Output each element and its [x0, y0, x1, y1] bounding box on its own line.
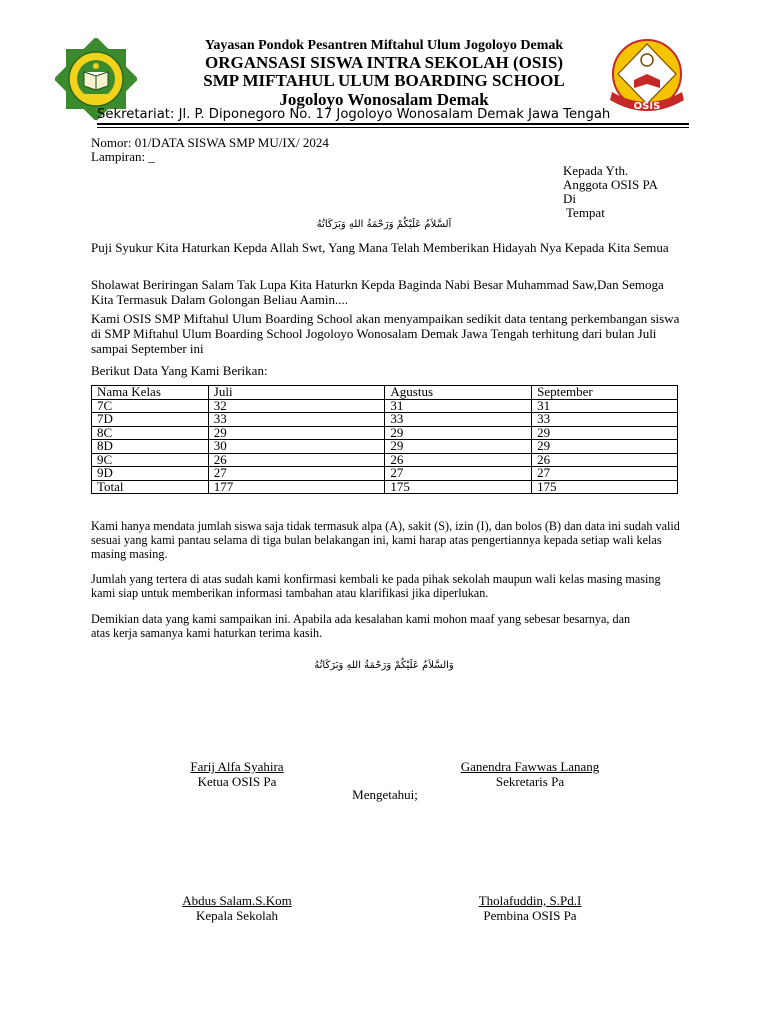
table-cell: 29: [208, 426, 385, 440]
table-cell: 31: [385, 399, 532, 413]
secretariat-address: Sekretariat: Jl. P. Diponegoro No. 17 Jogoloyo Wonosalam Demak Jawa Tengah: [97, 107, 611, 122]
paragraph-closing: Demikian data yang kami sampaikan ini. Apabila ada kesalahan kami mohon maaf yang sebesar besarnya, dan atas kerja samanya kami haturkan terima kasih.: [91, 612, 631, 640]
table-cell: 7D: [92, 413, 209, 427]
signature-kepala-sekolah: [137, 893, 337, 923]
recipient-line-2: Anggota OSIS PA: [563, 177, 658, 192]
table-row: [92, 467, 678, 481]
table-cell: 33: [385, 413, 532, 427]
paragraph-confirmation: Jumlah yang tertera di atas sudah kami konfirmasi kembali ke pada pihak sekolah maupun wali kelas masing masing kami siap untuk memberikan informasi tambahan atau klarifikasi jika diperlukan.: [91, 572, 661, 600]
signer-name: Farij Alfa Syahira: [190, 759, 284, 774]
table-row: [92, 440, 678, 454]
paragraph-data-lead: Berikut Data Yang Kami Berikan:: [91, 363, 268, 378]
table-cell: 29: [532, 440, 678, 454]
signature-ketua: [137, 759, 337, 789]
signer-role: Ketua OSIS Pa: [197, 774, 277, 789]
signer-role: Pembina OSIS Pa: [483, 908, 577, 923]
table-cell: 175: [385, 480, 532, 494]
table-cell: 26: [208, 453, 385, 467]
table-header-cell: September: [532, 386, 678, 400]
osis-logo-text: OSIS: [633, 101, 661, 112]
table-cell: 29: [532, 426, 678, 440]
organization-name: ORGANSASI SISWA INTRA SEKOLAH (OSIS): [204, 53, 564, 72]
header-rule-thin: [97, 127, 689, 128]
signature-pembina: [420, 893, 640, 923]
recipient-line-1: Kepada Yth.: [563, 163, 629, 178]
school-city: Jogoloyo Wonosalam Demak: [279, 90, 489, 109]
paragraph-data-note: Kami hanya mendata jumlah siswa saja tidak termasuk alpa (A), sakit (S), izin (I), dan bolos (B) dan data ini sudah valid sesuai yang kami pantau selama di tiga bulan belakangan ini, kami harap atas pengertiannya kepada setiap wali kelas masing masing.: [91, 519, 680, 561]
acknowledged-label: Mengetahui;: [352, 787, 418, 802]
letter-attachment: Lampiran: _: [91, 149, 155, 164]
closing-salutation: وَالسَّلاَمُ عَلَيْكُمْ وَرَحْمَةُ اللهِ وَبَرَكَاتُهُ: [314, 660, 454, 671]
table-row: [92, 399, 678, 413]
table-header-row: [92, 386, 678, 400]
table-total-row: [92, 480, 678, 494]
signer-name: Tholafuddin, S.Pd.I: [478, 893, 582, 908]
header-rule-thick: [97, 123, 689, 125]
table-cell: 30: [208, 440, 385, 454]
paragraph-sholawat: Sholawat Beriringan Salam Tak Lupa Kita Haturkn Kepda Baginda Nabi Besar Muhammad Saw,Dan Semoga Kita Termasuk Dalam Golongan Beliau Aamin....: [91, 277, 664, 307]
table-cell: 9C: [92, 453, 209, 467]
table-header-cell: Juli: [208, 386, 385, 400]
table-cell: 27: [532, 467, 678, 481]
table-cell: 175: [532, 480, 678, 494]
table-cell: 8D: [92, 440, 209, 454]
table-cell: 33: [532, 413, 678, 427]
student-data-table: [91, 385, 678, 494]
table-header-cell: Nama Kelas: [92, 386, 209, 400]
signer-role: Kepala Sekolah: [196, 908, 278, 923]
paragraph-praise: Puji Syukur Kita Haturkan Kepda Allah Swt, Yang Mana Telah Memberikan Hidayah Nya Kepada Kita Semua: [91, 240, 669, 255]
recipient-line-3: Di: [563, 191, 576, 206]
table-cell: 7C: [92, 399, 209, 413]
signer-role: Sekretaris Pa: [495, 774, 565, 789]
recipient-line-4: Tempat: [563, 205, 605, 220]
table-cell: 26: [532, 453, 678, 467]
table-cell: 27: [385, 467, 532, 481]
table-cell: Total: [92, 480, 209, 494]
table-cell: 27: [208, 467, 385, 481]
table-cell: 31: [532, 399, 678, 413]
table-cell: 29: [385, 426, 532, 440]
paragraph-intro: Kami OSIS SMP Miftahul Ulum Boarding School akan menyampaikan sedikit data tentang perkembangan siswa di SMP Miftahul Ulum Boarding School Jogoloyo Wonosalam Demak Jawa Tengah terhitung dari bulan Juli sampai September ini: [91, 311, 680, 356]
table-cell: 26: [385, 453, 532, 467]
table-row: [92, 426, 678, 440]
table-cell: 32: [208, 399, 385, 413]
foundation-name: Yayasan Pondok Pesantren Miftahul Ulum Jogoloyo Demak: [204, 38, 564, 53]
signer-name: Abdus Salam.S.Kom: [182, 893, 292, 908]
table-header-cell: Agustus: [385, 386, 532, 400]
table-cell: 177: [208, 480, 385, 494]
letter-number: Nomor: 01/DATA SISWA SMP MU/IX/ 2024: [91, 135, 329, 150]
table-row: [92, 453, 678, 467]
opening-salutation: اَلسَّلاَمُ عَلَيْكُمْ وَرَحْمَةُ اللهِ وَبَرَكَاتُهُ: [316, 219, 452, 230]
signer-name: Ganendra Fawwas Lanang: [460, 759, 600, 774]
school-name: SMP MIFTAHUL ULUM BOARDING SCHOOL: [203, 71, 565, 90]
table-cell: 8C: [92, 426, 209, 440]
table-cell: 29: [385, 440, 532, 454]
table-cell: 33: [208, 413, 385, 427]
table-cell: 9D: [92, 467, 209, 481]
signature-sekretaris: [410, 759, 650, 789]
table-row: [92, 413, 678, 427]
